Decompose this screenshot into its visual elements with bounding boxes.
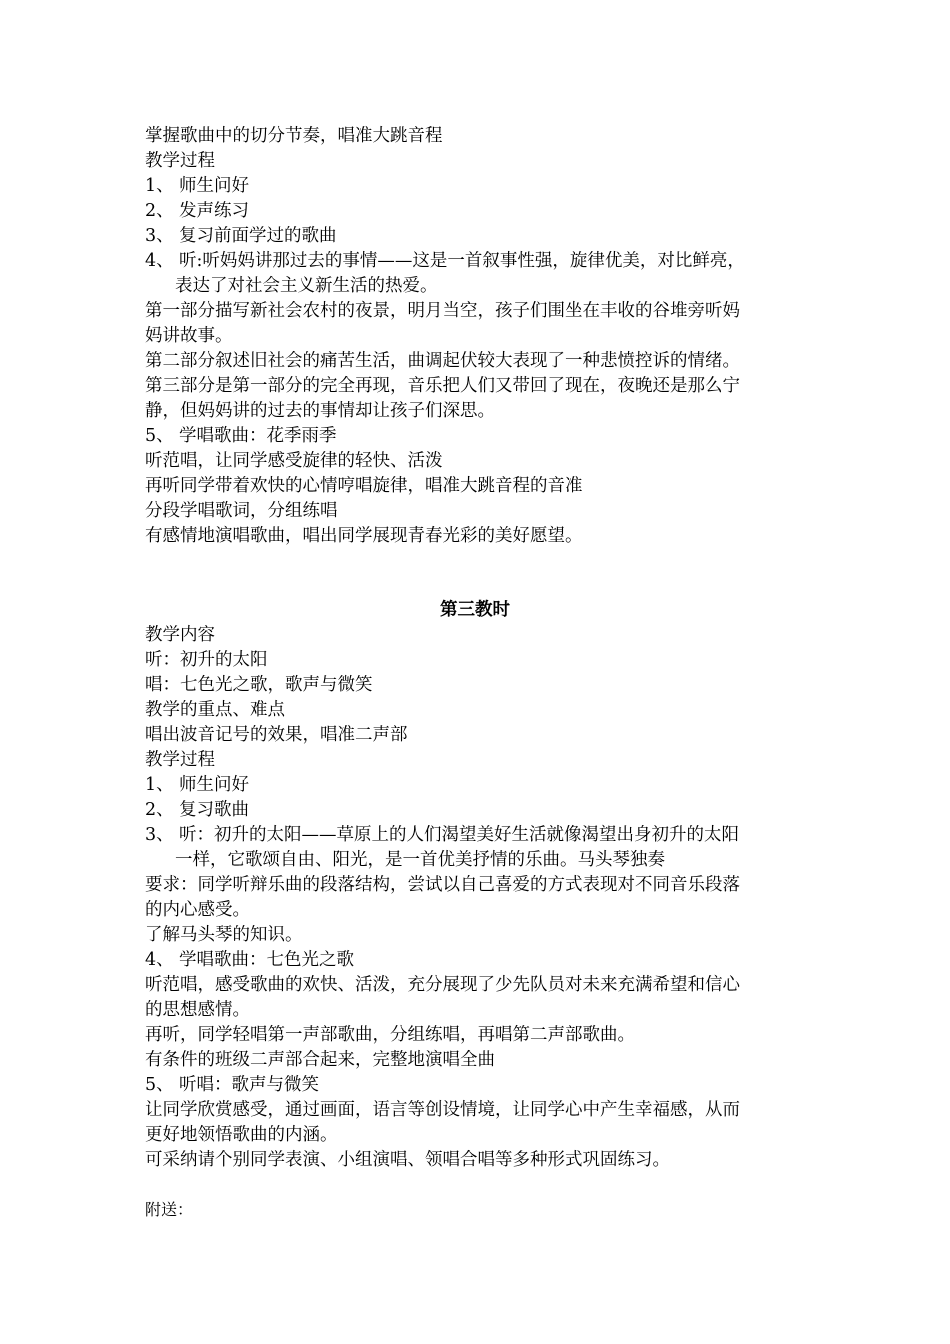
process-title: 教学过程 xyxy=(145,151,215,171)
content-title: 教学内容 xyxy=(145,625,215,645)
list-text: 听:听妈妈讲那过去的事情——这是一首叙事性强，旋律优美，对比鲜亮， xyxy=(179,251,745,271)
paragraph: 第一部分描写新社会农村的夜景，明月当空，孩子们围坐在丰收的谷堆旁听妈 xyxy=(145,301,740,321)
list-text: 复习前面学过的歌曲 xyxy=(179,226,337,246)
focus-text: 掌握歌曲中的切分节奏，唱准大跳音程 xyxy=(145,126,443,146)
list-text: 师生问好 xyxy=(179,176,249,196)
paragraph: 唱：七色光之歌，歌声与微笑 xyxy=(145,675,373,695)
paragraph: 分段学唱歌词，分组练唱 xyxy=(145,501,338,521)
paragraph: 唱出波音记号的效果，唱准二声部 xyxy=(145,725,408,745)
list-text: 学唱歌曲：七色光之歌 xyxy=(179,950,354,970)
list-number: 3、 xyxy=(145,226,174,246)
paragraph: 听范唱，感受歌曲的欢快、活泼，充分展现了少先队员对未来充满希望和信心 xyxy=(145,975,740,995)
list-text: 学唱歌曲：花季雨季 xyxy=(179,426,337,446)
key-title: 教学的重点、难点 xyxy=(145,700,285,720)
paragraph: 更好地领悟歌曲的内涵。 xyxy=(145,1125,338,1145)
list-text: 听唱：歌声与微笑 xyxy=(179,1075,319,1095)
list-item-continuation: 一样，它歌颂自由、阳光，是一首优美抒情的乐曲。马头琴独奏 xyxy=(175,850,665,870)
paragraph: 第二部分叙述旧社会的痛苦生活，曲调起伏较大表现了一种悲愤控诉的情绪。 xyxy=(145,351,740,371)
paragraph: 的思想感情。 xyxy=(145,1000,250,1020)
list-number: 1、 xyxy=(145,176,174,196)
paragraph: 了解马头琴的知识。 xyxy=(145,925,303,945)
paragraph: 让同学欣赏感受，通过画面，语言等创设情境，让同学心中产生幸福感，从而 xyxy=(145,1100,740,1120)
paragraph: 可采纳请个别同学表演、小组演唱、领唱合唱等多种形式巩固练习。 xyxy=(145,1150,670,1170)
paragraph: 第三部分是第一部分的完全再现，音乐把人们又带回了现在，夜晚还是那么宁 xyxy=(145,376,740,396)
paragraph: 的内心感受。 xyxy=(145,900,250,920)
paragraph: 有感情地演唱歌曲，唱出同学展现青春光彩的美好愿望。 xyxy=(145,526,583,546)
paragraph: 妈讲故事。 xyxy=(145,326,233,346)
list-number: 4、 xyxy=(145,950,174,970)
paragraph: 有条件的班级二声部合起来，完整地演唱全曲 xyxy=(145,1050,495,1070)
paragraph: 再听，同学轻唱第一声部歌曲，分组练唱，再唱第二声部歌曲。 xyxy=(145,1025,635,1045)
section-heading: 第三教时 xyxy=(440,600,510,620)
list-text: 发声练习 xyxy=(179,201,249,221)
list-number: 4、 xyxy=(145,251,174,271)
list-number: 2、 xyxy=(145,201,174,221)
list-number: 2、 xyxy=(145,800,174,820)
list-text: 师生问好 xyxy=(179,775,249,795)
list-item-continuation: 表达了对社会主义新生活的热爱。 xyxy=(175,276,438,296)
list-number: 5、 xyxy=(145,426,174,446)
list-number: 5、 xyxy=(145,1075,174,1095)
list-number: 1、 xyxy=(145,775,174,795)
paragraph: 听：初升的太阳 xyxy=(145,650,268,670)
paragraph: 要求：同学听辩乐曲的段落结构，尝试以自己喜爱的方式表现对不同音乐段落 xyxy=(145,875,740,895)
process-title: 教学过程 xyxy=(145,750,215,770)
appendix-label: 附送： xyxy=(145,1200,194,1219)
paragraph: 再听同学带着欢快的心情哼唱旋律，唱准大跳音程的音准 xyxy=(145,476,583,496)
paragraph: 静，但妈妈讲的过去的事情却让孩子们深思。 xyxy=(145,401,495,421)
list-text: 复习歌曲 xyxy=(179,800,249,820)
list-number: 3、 xyxy=(145,825,174,845)
paragraph: 听范唱，让同学感受旋律的轻快、活泼 xyxy=(145,451,443,471)
list-text: 听：初升的太阳——草原上的人们渴望美好生活就像渴望出身初升的太阳 xyxy=(179,825,739,845)
